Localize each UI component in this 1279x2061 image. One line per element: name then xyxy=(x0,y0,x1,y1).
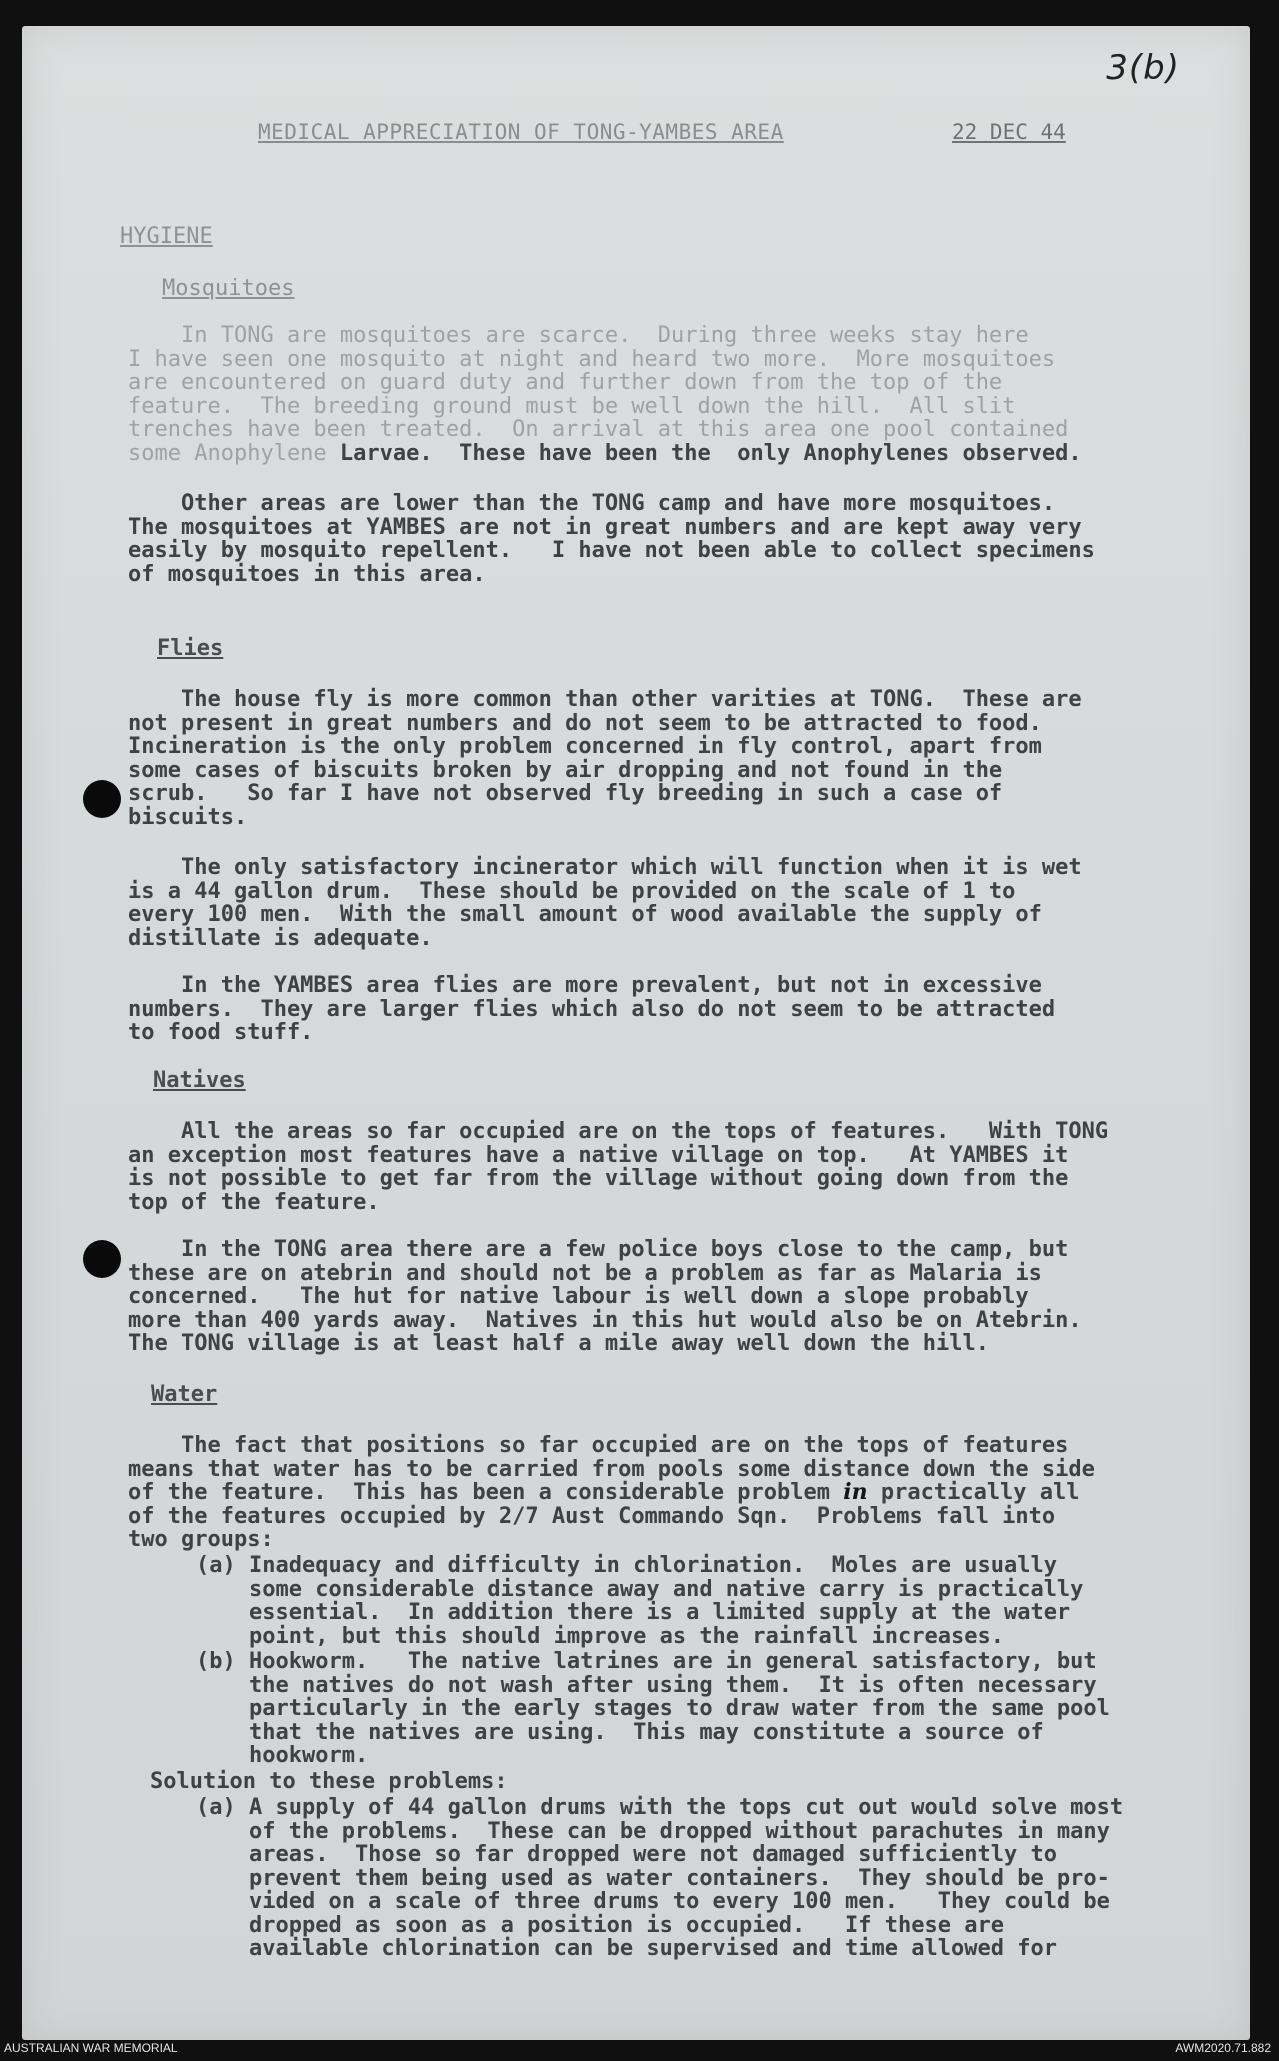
solution-item-a: (a) A supply of 44 gallon drums with the tops cut out would solve most of the problems. These can be dropped without parachutes in many areas. Those so far dropped were not damaged sufficiently to prevent them being used as water containers. They should be pro- vided on a scale of three drums to every 100 men. They could be dropped as soon as a position is occupied. If these are available chlorination can be supervised and time allowed for xyxy=(196,1795,1124,1961)
folio-number: 3(b) xyxy=(1106,48,1180,88)
water-paragraph-1-part-a: The fact that positions so far occupied are on the tops of features means that water has to be carried from pools some distance down the side of the feature. This has been a considerable problem xyxy=(128,1433,1095,1505)
heading-natives: Natives xyxy=(153,1068,246,1093)
flies-paragraph-1: The house fly is more common than other varities at TONG. These are not present in great numbers and do not seem to be attracted to food. Incineration is the only problem concerned in fly control, apart from some cases of biscuits broken by air dropping and not found in the scrub. So far I have not observed fly breeding in such a case of biscuits. xyxy=(128,687,1082,830)
punch-hole-bottom xyxy=(83,1240,121,1278)
heading-flies: Flies xyxy=(157,636,224,661)
water-item-a: (a) Inadequacy and difficulty in chlorination. Moles are usually some considerable distance away and native carry is practically essential. In addition there is a limited supply at the water point, but this should improve as the rainfall increases. xyxy=(196,1553,1084,1649)
water-paragraph-1-part-b: practically all of the features occupied by 2/7 Aust Commando Sqn. Problems fall into two groups: xyxy=(128,1480,1080,1552)
section-heading-hygiene: HYGIENE xyxy=(120,224,213,249)
natives-paragraph-1: All the areas so far occupied are on the tops of features. With TONG an exception most features have a native village on top. At YAMBES it is not possible to get far from the village without going down from the top of the feature. xyxy=(128,1119,1109,1215)
flies-paragraph-2: The only satisfactory incinerator which will function when it is wet is a 44 gallon drum. These should be provided on the scale of 1 to every 100 men. With the small amount of wood available the supply of distillate is adequate. xyxy=(128,855,1082,951)
mosquitoes-paragraph-1-faded: In TONG are mosquitoes are scarce. During three weeks stay here I have seen one mosquito at night and heard two more. More mosquitoes are encountered on guard duty and further down from the top of the feature. The breeding ground must be well down the hill. All slit trenches have been treated. On arrival at this area one pool contained some Anophylene xyxy=(128,323,1069,466)
natives-paragraph-2: In the TONG area there are a few police boys close to the camp, but these are on atebrin and should not be a problem as far as Malaria is concerned. The hut for native labour is well down a slope probably more than 400 yards away. Natives in this hut would also be on Atebrin. The TONG village is at least half a mile away well down the hill. xyxy=(128,1237,1082,1356)
water-paragraph-1 xyxy=(128,1434,1208,1552)
mosquitoes-paragraph-2: Other areas are lower than the TONG camp and have more mosquitoes. The mosquitoes at YAMBES are not in great numbers and are kept away very easily by mosquito repellent. I have not been able to collect specimens of mosquitoes in this area. xyxy=(128,491,1095,587)
mosquitoes-paragraph-1 xyxy=(128,324,1208,465)
flies-paragraph-3: In the YAMBES area flies are more prevalent, but not in excessive numbers. They are larger flies which also do not seem to be attracted to food stuff. xyxy=(128,973,1056,1045)
handwritten-insertion: in xyxy=(843,1479,868,1505)
water-item-b: (b) Hookworm. The native latrines are in general satisfactory, but the natives do not wash after using them. It is often necessary particularly in the early stages to draw water from the same pool that the natives are using. This may constitute a source of hookworm. xyxy=(196,1649,1110,1768)
document-title: MEDICAL APPRECIATION OF TONG-YAMBES AREA xyxy=(258,120,784,144)
footer-credit: AUSTRALIAN WAR MEMORIAL xyxy=(4,2041,178,2055)
punch-hole-top xyxy=(83,780,121,818)
document-date: 22 DEC 44 xyxy=(952,120,1066,144)
heading-water: Water xyxy=(151,1382,218,1407)
mosquitoes-paragraph-1-dark: Larvae. These have been the only Anophylenes observed. xyxy=(326,440,1082,466)
footer-reference: AWM2020.71.882 xyxy=(1175,2041,1271,2055)
solution-label: Solution to these problems: xyxy=(150,1769,508,1794)
heading-mosquitoes: Mosquitoes xyxy=(162,276,295,301)
